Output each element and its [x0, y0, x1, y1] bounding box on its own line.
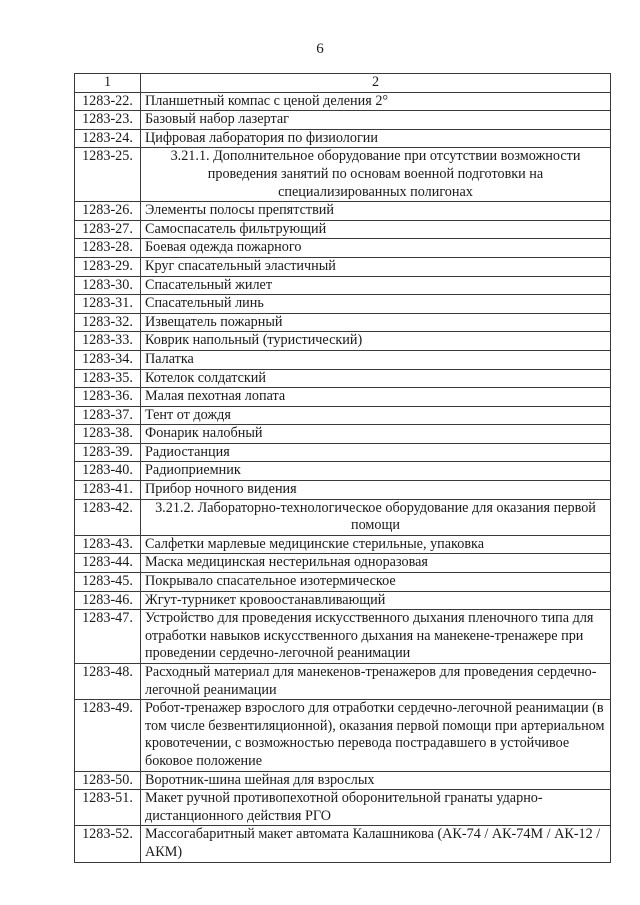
table-row: [75, 554, 611, 573]
section-heading: 3.21.1. Дополнительное оборудование при отсутствии возможности проведения занятий по основам военной подготовки на специализированных полигонах: [141, 148, 611, 202]
item-name: Массогабаритный макет автомата Калашникова (АК-74 / АК-74М / АК-12 / АКМ): [141, 826, 611, 862]
row-number: 1283-40.: [75, 462, 141, 481]
item-name: Самоспасатель фильтрующий: [141, 220, 611, 239]
table-row: [75, 350, 611, 369]
item-name: Планшетный компас с ценой деления 2°: [141, 92, 611, 111]
table-row: [75, 129, 611, 148]
equipment-table: [74, 73, 611, 863]
row-number: 1283-26.: [75, 202, 141, 221]
row-number: 1283-33.: [75, 332, 141, 351]
row-number: 1283-23.: [75, 111, 141, 130]
row-number: 1283-36.: [75, 388, 141, 407]
table-row: [75, 481, 611, 500]
table-row: [75, 388, 611, 407]
row-number: 1283-27.: [75, 220, 141, 239]
page-number: 6: [316, 41, 324, 57]
row-number: 1283-35.: [75, 369, 141, 388]
row-number: 1283-29.: [75, 257, 141, 276]
item-name: Коврик напольный (туристический): [141, 332, 611, 351]
item-name: Устройство для проведения искусственного дыхания пленочного типа для отработки навыков искусственного дыхания на манекене-тренажере при проведении сердечно-легочной реанимации: [141, 610, 611, 664]
item-name: Малая пехотная лопата: [141, 388, 611, 407]
item-name: Палатка: [141, 350, 611, 369]
table-row: [75, 406, 611, 425]
table-row: [75, 573, 611, 592]
section-row: [75, 499, 611, 535]
table-row: [75, 462, 611, 481]
row-number: 1283-42.: [75, 499, 141, 535]
item-name: Фонарик налобный: [141, 425, 611, 444]
table-row: [75, 790, 611, 826]
table-header-row: [75, 74, 611, 93]
table-row: [75, 220, 611, 239]
table-row: [75, 111, 611, 130]
table-row: [75, 332, 611, 351]
row-number: 1283-28.: [75, 239, 141, 258]
table-row: [75, 425, 611, 444]
row-number: 1283-25.: [75, 148, 141, 202]
item-name: Тент от дождя: [141, 406, 611, 425]
row-number: 1283-48.: [75, 664, 141, 700]
row-number: 1283-45.: [75, 573, 141, 592]
row-number: 1283-39.: [75, 443, 141, 462]
table-row: [75, 535, 611, 554]
row-number: 1283-41.: [75, 481, 141, 500]
row-number: 1283-44.: [75, 554, 141, 573]
row-number: 1283-22.: [75, 92, 141, 111]
table-row: [75, 313, 611, 332]
row-number: 1283-31.: [75, 295, 141, 314]
table-row: [75, 826, 611, 862]
item-name: Маска медицинская нестерильная одноразовая: [141, 554, 611, 573]
table-row: [75, 771, 611, 790]
table-row: [75, 664, 611, 700]
item-name: Извещатель пожарный: [141, 313, 611, 332]
row-number: 1283-34.: [75, 350, 141, 369]
item-name: Боевая одежда пожарного: [141, 239, 611, 258]
item-name: Базовый набор лазертаг: [141, 111, 611, 130]
table-row: [75, 202, 611, 221]
section-row: [75, 148, 611, 202]
row-number: 1283-46.: [75, 591, 141, 610]
row-number: 1283-32.: [75, 313, 141, 332]
column-header-number: 1: [75, 74, 141, 93]
table-row: [75, 295, 611, 314]
row-number: 1283-52.: [75, 826, 141, 862]
table-row: [75, 239, 611, 258]
table-row: [75, 369, 611, 388]
item-name: Расходный материал для манекенов-тренажеров для проведения сердечно-легочной реанимации: [141, 664, 611, 700]
table-row: [75, 700, 611, 771]
table-row: [75, 276, 611, 295]
row-number: 1283-38.: [75, 425, 141, 444]
row-number: 1283-43.: [75, 535, 141, 554]
item-name: Радиостанция: [141, 443, 611, 462]
row-number: 1283-49.: [75, 700, 141, 771]
item-name: Элементы полосы препятствий: [141, 202, 611, 221]
item-name: Покрывало спасательное изотермическое: [141, 573, 611, 592]
item-name: Робот-тренажер взрослого для отработки сердечно-легочной реанимации (в том числе безвентиляционной), оказания первой помощи при артериальном кровотечении, с возможностью перевода пострадавшего в устойчивое боковое положение: [141, 700, 611, 771]
item-name: Салфетки марлевые медицинские стерильные, упаковка: [141, 535, 611, 554]
row-number: 1283-50.: [75, 771, 141, 790]
item-name: Круг спасательный эластичный: [141, 257, 611, 276]
item-name: Макет ручной противопехотной оборонительной гранаты ударно-дистанционного действия РГО: [141, 790, 611, 826]
row-number: 1283-47.: [75, 610, 141, 664]
table-row: [75, 443, 611, 462]
table-row: [75, 610, 611, 664]
item-name: Спасательный жилет: [141, 276, 611, 295]
item-name: Котелок солдатский: [141, 369, 611, 388]
row-number: 1283-51.: [75, 790, 141, 826]
table-row: [75, 257, 611, 276]
row-number: 1283-24.: [75, 129, 141, 148]
item-name: Жгут-турникет кровоостанавливающий: [141, 591, 611, 610]
section-heading: 3.21.2. Лабораторно-технологическое оборудование для оказания первой помощи: [141, 499, 611, 535]
item-name: Прибор ночного видения: [141, 481, 611, 500]
table-row: [75, 92, 611, 111]
row-number: 1283-37.: [75, 406, 141, 425]
column-header-name: 2: [141, 74, 611, 93]
item-name: Спасательный линь: [141, 295, 611, 314]
item-name: Воротник-шина шейная для взрослых: [141, 771, 611, 790]
row-number: 1283-30.: [75, 276, 141, 295]
table-row: [75, 591, 611, 610]
item-name: Радиоприемник: [141, 462, 611, 481]
item-name: Цифровая лаборатория по физиологии: [141, 129, 611, 148]
